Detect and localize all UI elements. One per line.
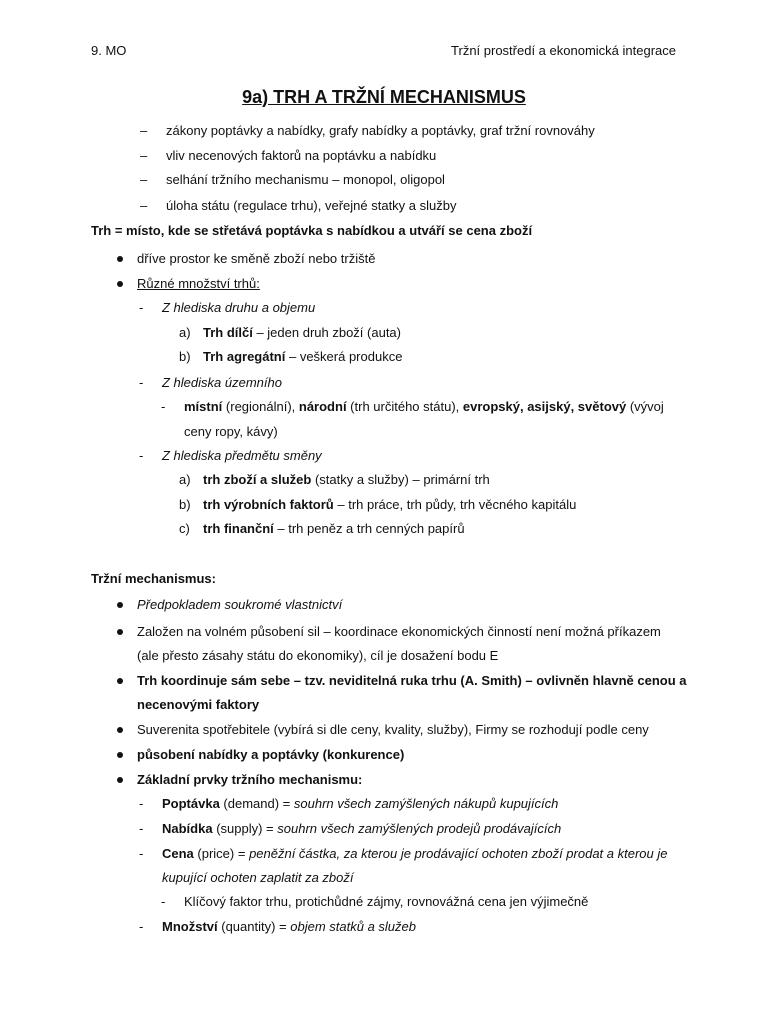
item-marker: a) — [179, 325, 191, 340]
territorial-markets-cont: ceny ropy, kávy) — [184, 424, 278, 439]
section-heading: Z hlediska územního — [162, 375, 282, 390]
element-poptavka: Poptávka (demand) = souhrn všech zamýšlených nákupů kupujících — [162, 796, 559, 811]
market-type-item: trh výrobních faktorů – trh práce, trh půdy, trh věcného kapitálu — [203, 497, 577, 512]
bullet-dot — [117, 629, 123, 635]
mechanism-bullet: působení nabídky a poptávky (konkurence) — [137, 747, 405, 762]
market-type-item: trh finanční – trh peněz a trh cenných papírů — [203, 521, 465, 536]
mechanism-bullet: Suverenita spotřebitele (vybírá si dle ceny, kvality, služby), Firmy se rozhodují podle ceny — [137, 722, 649, 737]
trh-bullet: Různé množství trhů: — [137, 276, 260, 291]
topic-dash: – — [140, 172, 148, 187]
mechanism-bullet-cont: (ale přesto zásahy státu do ekonomiky), cíl je dosažení bodu E — [137, 648, 499, 663]
element-dash: - — [139, 821, 144, 836]
topic-item: vliv necenových faktorů na poptávku a nabídku — [166, 148, 437, 163]
bullet-dot — [117, 777, 123, 783]
topic-dash: – — [140, 148, 148, 163]
element-dash: - — [139, 796, 144, 811]
element-cena-note: Klíčový faktor trhu, protichůdné zájmy, rovnovážná cena jen výjimečně — [184, 894, 589, 909]
item-marker: b) — [179, 349, 191, 364]
territorial-markets: místní (regionální), národní (trh určitého státu), evropský, asijský, světový (vývoj — [184, 399, 664, 414]
element-nabidka: Nabídka (supply) = souhrn všech zamýšlených prodejů prodávajících — [162, 821, 562, 836]
mechanism-bullet: Založen na volném působení sil – koordinace ekonomických činností není možná příkazem — [137, 624, 661, 639]
bullet-dot — [117, 727, 123, 733]
topic-dash: – — [140, 198, 148, 213]
market-type-item: Trh agregátní – veškerá produkce — [203, 349, 403, 364]
element-mnozstvi: Množství (quantity) = objem statků a služeb — [162, 919, 416, 934]
element-dash: - — [139, 919, 144, 934]
header-course: 9. MO — [91, 43, 127, 58]
topic-item: selhání tržního mechanismu – monopol, oligopol — [166, 172, 445, 187]
trh-definition: Trh = místo, kde se střetává poptávka s nabídkou a utváří se cena zboží — [91, 223, 533, 238]
item-marker: b) — [179, 497, 191, 512]
mechanism-bullet: Trh koordinuje sám sebe – tzv. neviditelná ruka trhu (A. Smith) – ovlivněn hlavně cenou a — [137, 673, 687, 688]
item-marker: c) — [179, 521, 190, 536]
bullet-dot — [117, 256, 123, 262]
market-type-item: Trh dílčí – jeden druh zboží (auta) — [203, 325, 401, 340]
mechanism-bullet: Předpokladem soukromé vlastnictví — [137, 597, 343, 612]
section-heading: Z hlediska druhu a objemu — [162, 300, 316, 315]
sub-dash: - — [161, 399, 166, 414]
trh-bullet: dříve prostor ke směně zboží nebo tržiště — [137, 251, 376, 266]
mechanism-bullet: Základní prvky tržního mechanismu: — [137, 772, 363, 787]
header-topic: Tržní prostředí a ekonomická integrace — [451, 43, 676, 58]
section-heading: Z hlediska předmětu směny — [162, 448, 322, 463]
bullet-dot — [117, 281, 123, 287]
topic-item: úloha státu (regulace trhu), veřejné statky a služby — [166, 198, 457, 213]
market-type-item: trh zboží a služeb (statky a služby) – primární trh — [203, 472, 490, 487]
item-marker: a) — [179, 472, 191, 487]
element-dash: - — [139, 846, 144, 861]
topic-dash: – — [140, 123, 148, 138]
bullet-dot — [117, 602, 123, 608]
bullet-dot — [117, 678, 123, 684]
element-cena-cont: kupující ochoten zaplatit za zboží — [162, 870, 354, 885]
section-dash: - — [139, 300, 144, 315]
element-cena: Cena (price) = peněžní částka, za kterou je prodávající ochoten zboží prodat a kterou je — [162, 846, 668, 861]
bullet-dot — [117, 752, 123, 758]
topic-item: zákony poptávky a nabídky, grafy nabídky a poptávky, graf tržní rovnováhy — [166, 123, 595, 138]
mechanism-bullet-cont: necenovými faktory — [137, 697, 260, 712]
mechanism-heading: Tržní mechanismus: — [91, 571, 216, 586]
section-dash: - — [139, 375, 144, 390]
sub-dash: - — [161, 894, 166, 909]
section-dash: - — [139, 448, 144, 463]
page-title: 9a) TRH A TRŽNÍ MECHANISMUS — [242, 87, 526, 107]
